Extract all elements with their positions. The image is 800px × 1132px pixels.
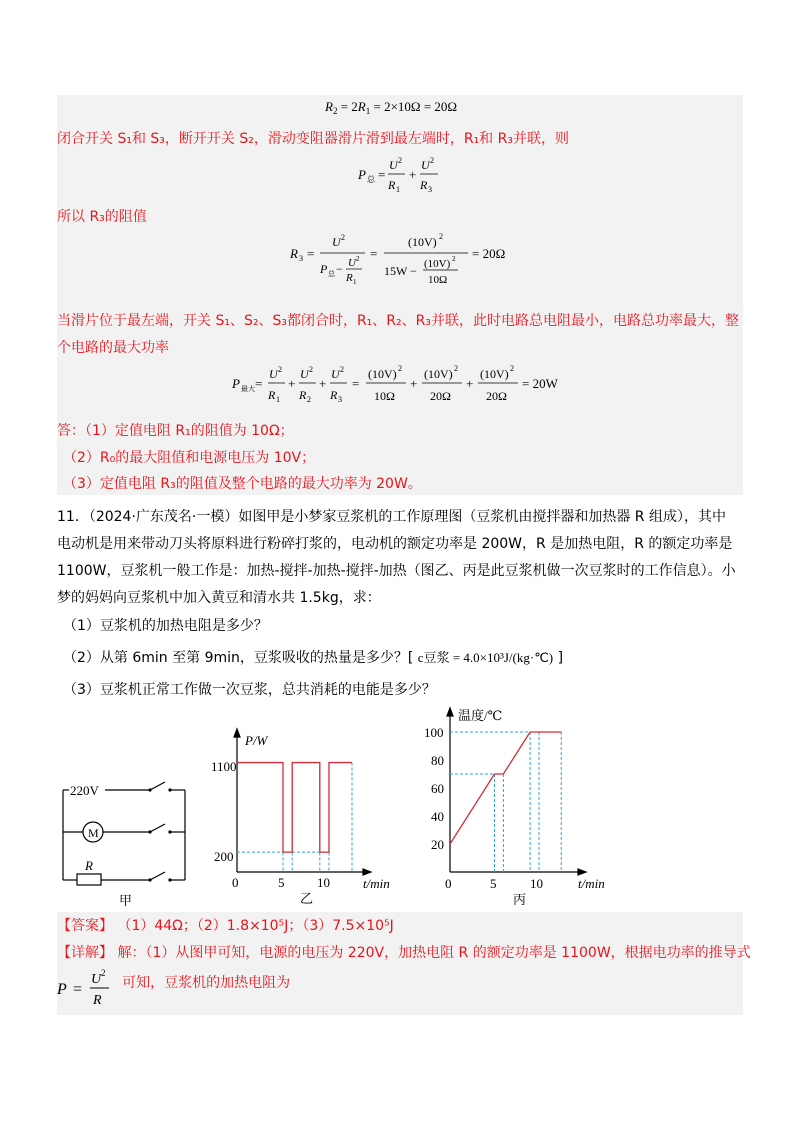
- series-line: [450, 732, 561, 844]
- sub-question-3: （3）豆浆机正常工作做一次豆浆，总共消耗的电能是多少？: [63, 682, 436, 698]
- detail-formula-row: [57, 966, 290, 1010]
- svg-text:U: U: [91, 972, 102, 987]
- svg-text:3: 3: [338, 395, 342, 404]
- svg-text:=: =: [73, 981, 83, 998]
- svg-text:+: +: [466, 376, 474, 391]
- line-so-r3: 所以 R₃的阻值: [57, 209, 147, 225]
- y-tick-200: 200: [214, 849, 234, 864]
- svg-text:U: U: [300, 367, 309, 381]
- svg-text:2: 2: [452, 255, 456, 263]
- svg-text:2: 2: [510, 364, 514, 373]
- series-line: [237, 763, 352, 853]
- svg-text:=: =: [378, 167, 386, 182]
- x-tick-5: 5: [278, 875, 285, 890]
- detail-text: 解：（1）从图甲可知，电源的电压为 220V，加热电阻 R 的额定功率是 1100W，根据电功率的推导式: [117, 945, 751, 961]
- svg-text:= 20W: = 20W: [522, 376, 558, 391]
- y-tick-60: 60: [431, 781, 444, 796]
- svg-text:1: 1: [353, 278, 357, 286]
- svg-text:总: 总: [328, 270, 335, 278]
- svg-text:1: 1: [396, 185, 400, 194]
- x-tick-0: 0: [232, 875, 239, 890]
- svg-text:= 20Ω: = 20Ω: [472, 246, 506, 261]
- svg-text:=: =: [255, 376, 263, 391]
- svg-text:U: U: [332, 235, 341, 249]
- svg-text:R: R: [299, 388, 307, 402]
- resistor-label: R: [85, 858, 93, 873]
- svg-text:(10V): (10V): [368, 367, 397, 381]
- svg-text:R: R: [290, 246, 298, 261]
- svg-text:20Ω: 20Ω: [486, 389, 507, 403]
- svg-text:2: 2: [398, 364, 402, 373]
- svg-text:P: P: [320, 262, 328, 276]
- line-close-s1s3: 闭合开关 S₁和 S₃，断开开关 S₂，滑动变阻器滑片滑到最左端时，R₁和 R₃并联，则: [57, 131, 569, 147]
- svg-text:+: +: [319, 376, 327, 391]
- svg-text:R: R: [93, 993, 102, 1008]
- svg-text:最大: 最大: [241, 385, 255, 393]
- svg-text:=: =: [352, 376, 360, 391]
- x-tick-5: 5: [490, 876, 497, 891]
- power-formula: [57, 966, 117, 1010]
- y-tick-40: 40: [431, 809, 444, 824]
- x-axis-label: t/min: [578, 876, 605, 891]
- answer-line-1: 答：（1）定值电阻 R₁的阻值为 10Ω；: [57, 423, 294, 439]
- sub-question-1: （1）豆浆机的加热电阻是多少？: [63, 618, 268, 634]
- svg-text:2: 2: [356, 255, 360, 263]
- figure-yi-power-chart: [205, 725, 410, 910]
- svg-text:R: R: [388, 178, 396, 192]
- svg-text:2: 2: [309, 365, 313, 374]
- answer-text: （1）44Ω；（2）1.8×10⁵J；（3）7.5×10⁵J: [117, 918, 394, 934]
- svg-text:P: P: [232, 376, 240, 391]
- svg-text:2: 2: [439, 232, 443, 241]
- caption-jia: 甲: [119, 893, 133, 908]
- svg-text:2: 2: [101, 968, 106, 978]
- answer-line-2: （2）R₀的最大阻值和电源电压为 10V；: [63, 450, 316, 466]
- equation-pmax: [232, 360, 572, 414]
- y-axis-label: 温度/℃: [458, 708, 503, 723]
- y-tick-80: 80: [431, 753, 444, 768]
- svg-text:2: 2: [307, 395, 311, 404]
- svg-text:+: +: [409, 167, 417, 182]
- sub-question-2-end: ]: [557, 650, 564, 666]
- y-axis-arrow: [447, 708, 453, 716]
- voltage-label: 220V: [70, 783, 99, 798]
- detail-label: 【详解】: [57, 945, 113, 961]
- svg-text:−: −: [336, 262, 343, 276]
- equation-p-total: [358, 152, 448, 200]
- y-tick-100: 100: [424, 725, 444, 740]
- svg-text:R: R: [420, 178, 428, 192]
- figure-bing-temperature-chart: [420, 700, 620, 910]
- svg-text:R2 = 2R1 = 2×10Ω = 20Ω: $R_2 = 2R_1 = 2\times 10\Omega = 20\Omega$: [325, 99, 458, 116]
- svg-text:+: +: [288, 376, 296, 391]
- svg-text:=: =: [370, 246, 378, 261]
- svg-text:3: 3: [299, 254, 303, 263]
- y-axis-arrow: [234, 729, 240, 737]
- svg-text:U: U: [421, 158, 430, 172]
- equation-r2-svg: [325, 96, 485, 118]
- y-tick-20: 20: [431, 837, 444, 852]
- line-max-power-2: 个电路的最大功率: [57, 340, 169, 356]
- svg-text:P: P: [358, 167, 366, 182]
- svg-text:=: =: [307, 246, 315, 261]
- svg-text:3: 3: [428, 185, 432, 194]
- answer-line-3: （3）定值电阻 R₃的阻值及整个电路的最大功率为 20W。: [63, 476, 422, 492]
- question-line-3: 1100W，豆浆机一般工作是：加热-搅拌-加热-搅拌-加热（图乙、丙是此豆浆机做一次豆浆时的工作信息）。小: [57, 563, 736, 579]
- y-tick-1100: 1100: [211, 759, 237, 774]
- specific-heat-formula: c豆浆 = 4.0×10³J/(kg·℃): [417, 650, 554, 665]
- svg-text:U: U: [348, 257, 356, 269]
- svg-text:20Ω: 20Ω: [430, 389, 451, 403]
- svg-text:10Ω: 10Ω: [428, 274, 448, 286]
- svg-text:总: 总: [367, 175, 375, 184]
- x-tick-10: 10: [317, 875, 330, 890]
- svg-text:U: U: [331, 367, 340, 381]
- svg-text:2: 2: [340, 365, 344, 374]
- svg-text:(10V): (10V): [408, 235, 437, 249]
- line-max-power-1: 当滑片位于最左端，开关 S₁、S₂、S₃都闭合时，R₁、R₂、R₃并联，此时电路总电阻最小，电路总功率最大，整: [57, 313, 739, 329]
- motor-label: M: [88, 826, 99, 840]
- svg-text:2: 2: [278, 365, 282, 374]
- sub-question-2: [63, 647, 563, 667]
- svg-text:10Ω: 10Ω: [374, 389, 395, 403]
- svg-text:2: 2: [454, 364, 458, 373]
- sub-question-2-text: （2）从第 6min 至第 9min，豆浆吸收的热量是多少？[: [63, 650, 414, 666]
- svg-text:2: 2: [430, 156, 434, 165]
- x-axis-label: t/min: [363, 876, 390, 891]
- svg-text:1: 1: [276, 395, 280, 404]
- svg-text:P: P: [57, 981, 67, 998]
- svg-text:(10V): (10V): [424, 367, 453, 381]
- svg-text:R: R: [346, 272, 353, 284]
- caption-yi: 乙: [300, 891, 314, 906]
- detail-row: [57, 942, 751, 962]
- equation-r3: [290, 226, 530, 302]
- caption-bing: 丙: [513, 892, 527, 907]
- equation-r2: [325, 96, 485, 122]
- question-line-4: 梦的妈妈向豆浆机中加入黄豆和清水共 1.5kg，求：: [57, 590, 381, 606]
- x-axis-arrow: [578, 869, 586, 875]
- svg-text:U: U: [269, 367, 278, 381]
- x-axis-arrow: [363, 869, 371, 875]
- question-line-1: 11．（2024·广东茂名·一模）如图甲是小梦家豆浆机的工作原理图（豆浆机由搅拌器和加热器 R 组成），其中: [57, 509, 726, 525]
- y-axis-label: P/W: [245, 733, 268, 748]
- detail-text-2: 可知，豆浆机的加热电阻为: [122, 974, 291, 991]
- svg-text:(10V): (10V): [480, 367, 509, 381]
- svg-text:U: U: [389, 158, 398, 172]
- svg-text:+: +: [410, 376, 418, 391]
- figure-jia-circuit: [55, 760, 195, 910]
- svg-text:(10V): (10V): [424, 258, 451, 270]
- answer-label: 【答案】: [57, 918, 113, 934]
- svg-text:2: 2: [341, 233, 345, 242]
- svg-text:R: R: [330, 388, 338, 402]
- svg-text:2: 2: [398, 156, 402, 165]
- svg-text:R: R: [268, 388, 276, 402]
- answer-row: [57, 915, 394, 935]
- x-tick-10: 10: [530, 876, 543, 891]
- svg-text:15W −: 15W −: [384, 264, 417, 278]
- question-line-2: 电动机是用来带动刀头将原料进行粉碎打浆的，电动机的额定功率是 200W，R 是加热电阻，R 的额定功率是: [57, 536, 733, 552]
- x-tick-0: 0: [445, 876, 452, 891]
